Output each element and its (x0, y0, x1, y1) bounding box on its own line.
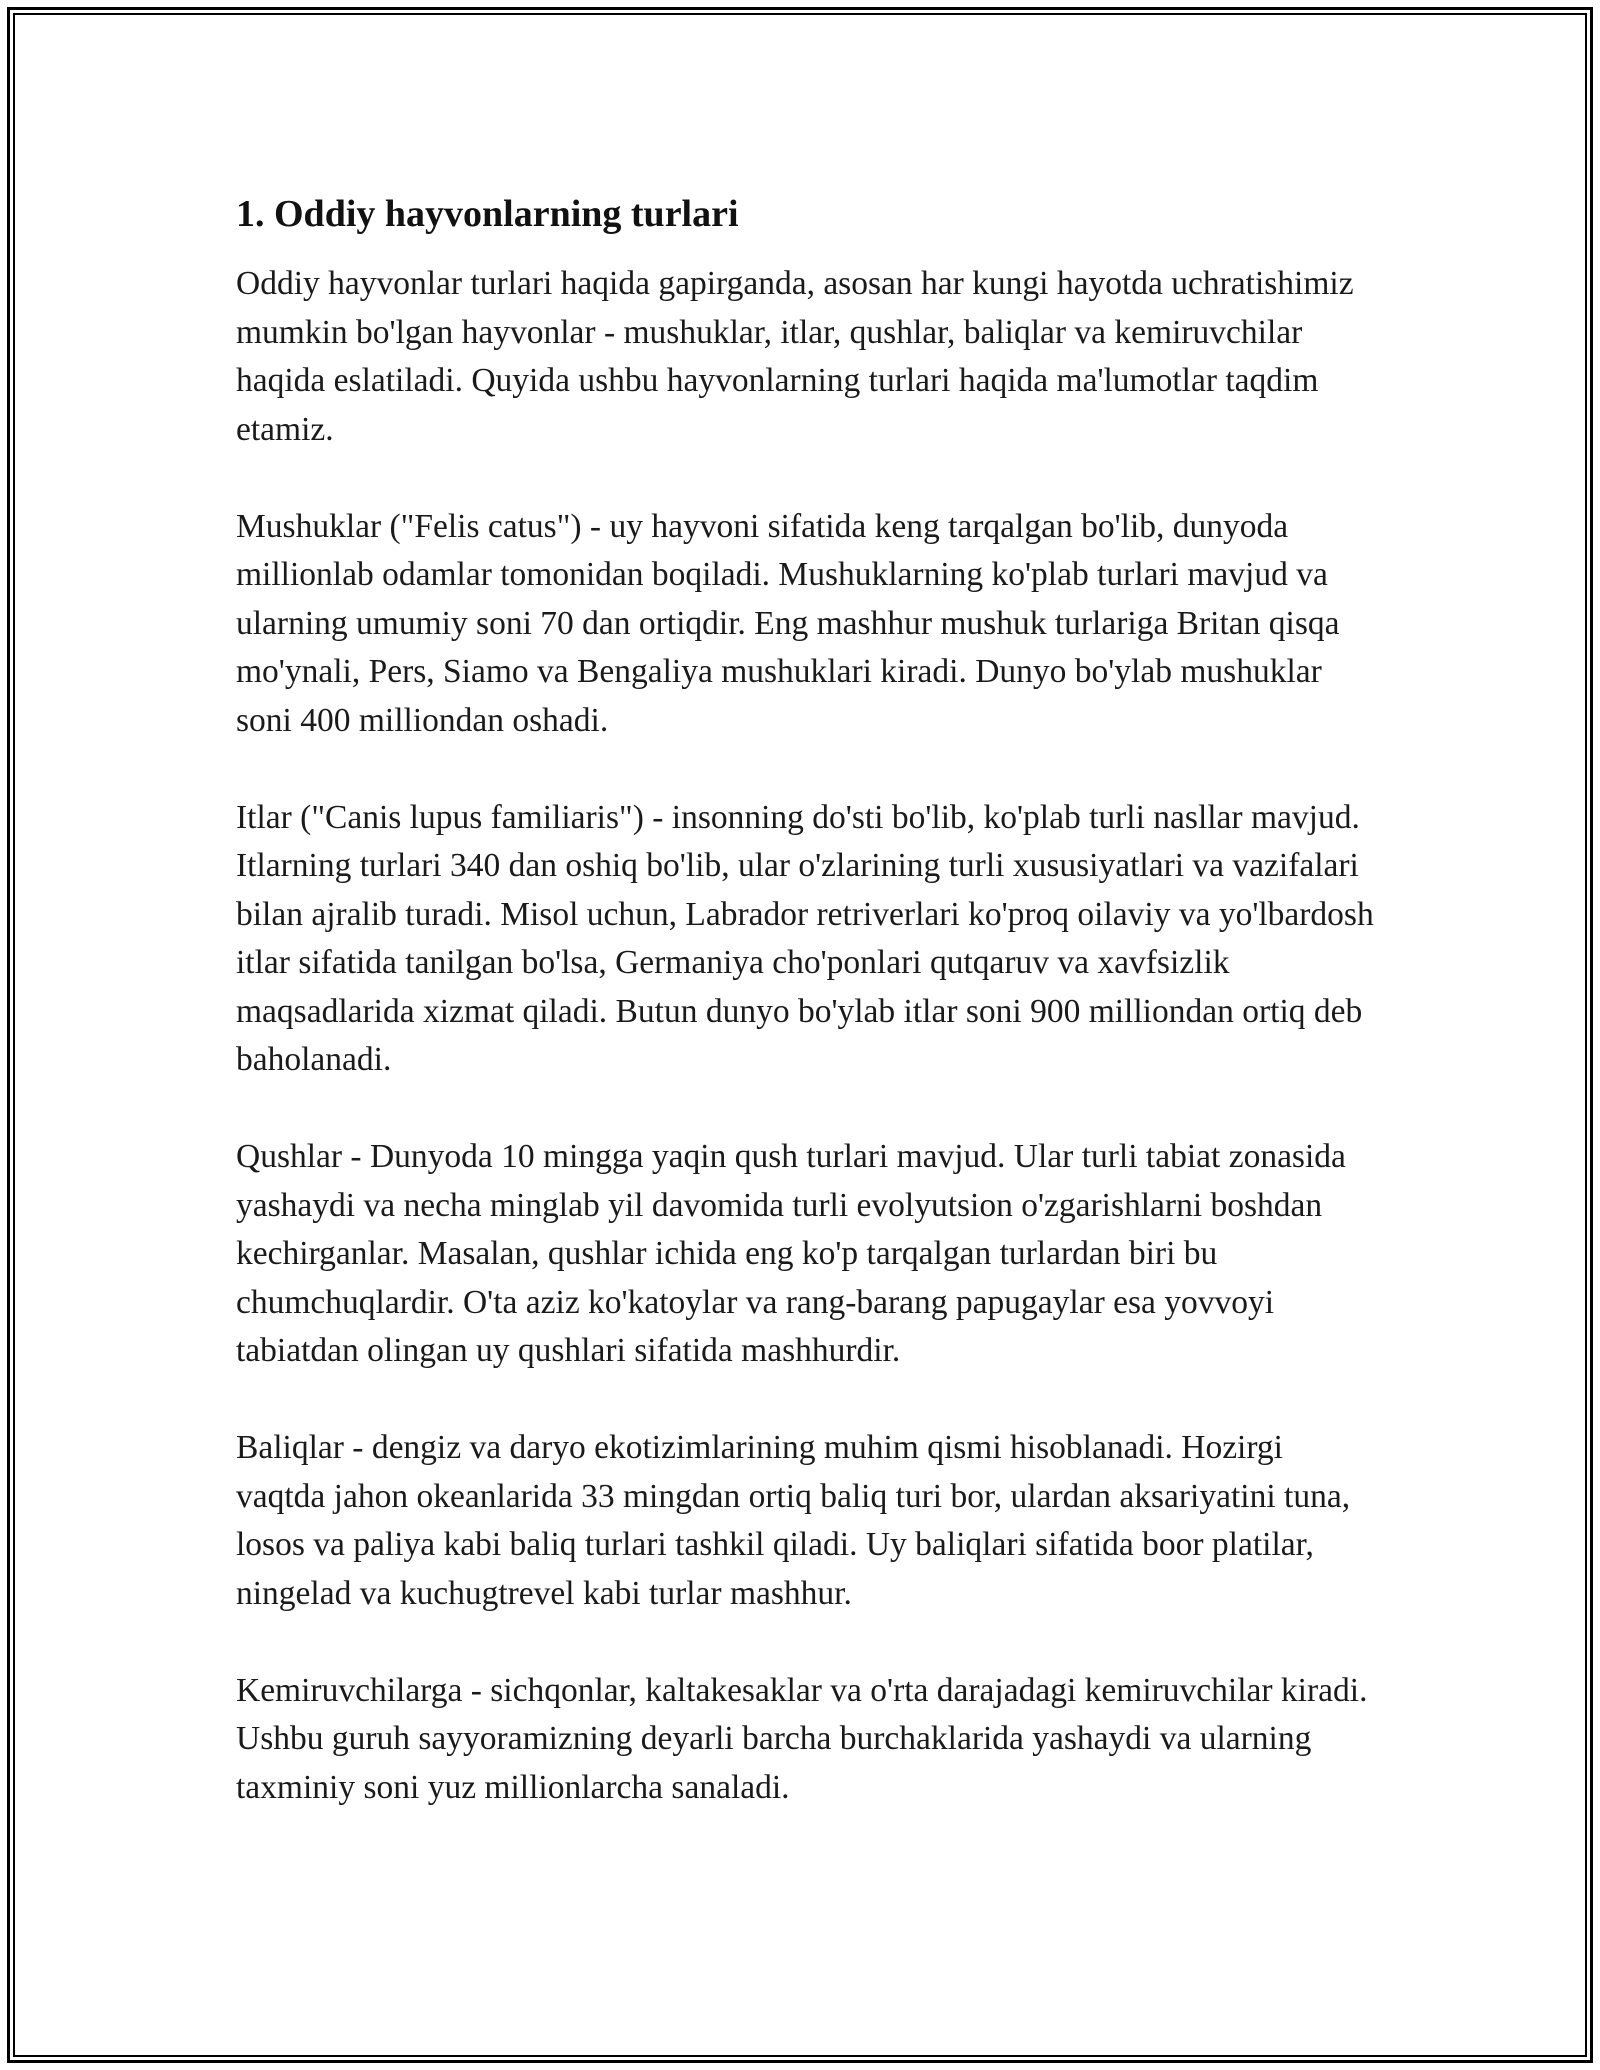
paragraph-fish: Baliqlar - dengiz va daryo ekotizimlarining muhim qismi hisoblanadi. Hozirgi vaqtda jahon okeanlarida 33 mingdan ortiq baliq turi bor, ulardan aksariyatini tuna, losos va paliya kabi baliq turlari tashkil qiladi. Uy baliqlari sifatida boor platilar, ningelad va kuchugtrevel kabi turlar mashhur. (236, 1429, 1351, 1612)
paragraph-intro: Oddiy hayvonlar turlari haqida gapirganda, asosan har kungi hayotda uchratishimiz mumkin bo'lgan hayvonlar - mushuklar, itlar, qushlar, baliqlar va kemiruvchilar haqida eslatiladi. Quyida ushbu hayvonlarning turlari haqida ma'lumotlar taqdim etamiz. (236, 265, 1354, 448)
paragraph-dogs: Itlar ("Canis lupus familiaris") - insonning do'sti bo'lib, ko'plab turli nasllar mavjud. Itlarning turlari 340 dan oshiq bo'lib, ular o'zlarining turli xususiyatlari va vazifalari bilan ajralib turadi. Misol uchun, Labrador retriverlari ko'proq oilaviy va yo'lbardosh itlar sifatida tanilgan bo'lsa, Germaniya cho'ponlari qutqaruv va xavfsizlik maqsadlarida xizmat qiladi. Butun dunyo bo'ylab itlar soni 900 milliondan ortiq deb baholanadi. (236, 798, 1374, 1078)
document-body (236, 186, 1376, 1812)
paragraph-birds: Qushlar - Dunyoda 10 mingga yaqin qush turlari mavjud. Ular turli tabiat zonasida yashaydi va necha minglab yil davomida turli evolyutsion o'zgarishlarni boshdan kechirganlar. Masalan, qushlar ichida eng ko'p tarqalgan turlardan biri bu chumchuqlardir. O'ta aziz ko'katoylar va rang-barang papugaylar esa yovvoyi tabiatdan olingan uy qushlari sifatida mashhurdir. (236, 1138, 1346, 1369)
paragraph-rodents: Kemiruvchilarga - sichqonlar, kaltakesaklar va o'rta darajadagi kemiruvchilar kiradi. Ushbu guruh sayyoramizning deyarli barcha burchaklarida yashaydi va ularning taxminiy soni yuz millionlarcha sanaladi. (236, 1671, 1368, 1806)
paragraph-cats: Mushuklar ("Felis catus") - uy hayvoni sifatida keng tarqalgan bo'lib, dunyoda millionlab odamlar tomonidan boqiladi. Mushuklarning ko'plab turlari mavjud va ularning umumiy soni 70 dan ortiqdir. Eng mashhur mushuk turlariga Britan qisqa mo'ynali, Pers, Siamo va Bengaliya mushuklari kiradi. Dunyo bo'ylab mushuklar soni 400 milliondan oshadi. (236, 507, 1340, 739)
section-heading: 1. Oddiy hayvonlarning turlari (236, 193, 739, 235)
